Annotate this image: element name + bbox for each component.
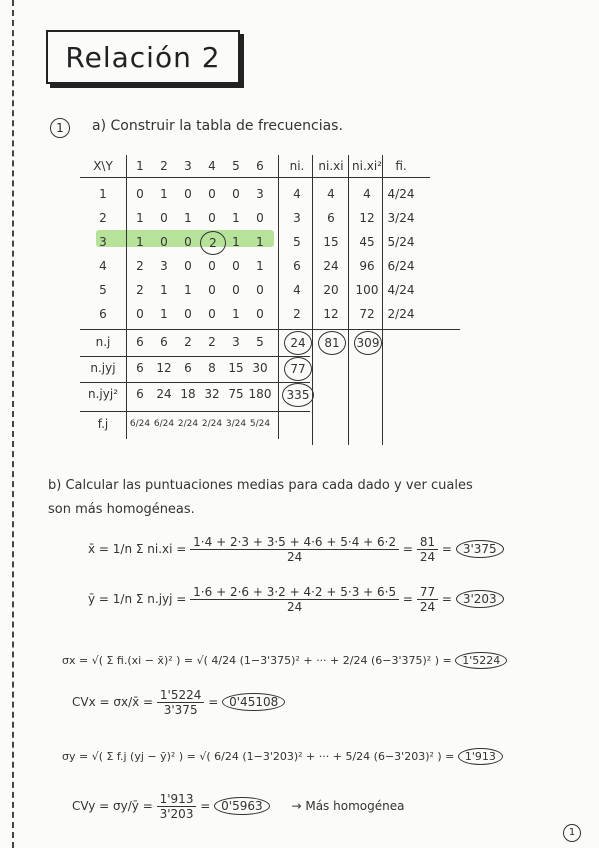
fi-cell: 5/24 — [387, 235, 415, 249]
cv-x-denominator: 3'375 — [163, 703, 198, 717]
mean-y-simplified-num: 77 — [417, 585, 438, 600]
page-title: Relación 2 — [46, 30, 240, 84]
mean-y-denominator: 24 — [286, 600, 303, 614]
cv-y-lhs: CVy = σy/ȳ = — [72, 799, 153, 813]
njyj-cell: 15 — [228, 361, 244, 375]
first-col-divider — [126, 155, 127, 439]
njyj2-cell: 180 — [248, 387, 272, 401]
mean-x-lhs: x̄ = 1/n Σ ni.xi = — [88, 542, 187, 556]
nj-cell: 5 — [256, 335, 264, 349]
freq-cell: 0 — [184, 187, 192, 201]
freq-cell: 0 — [208, 283, 216, 297]
y-header-5: 5 — [232, 159, 240, 173]
cv-x-result: 0'45108 — [222, 693, 285, 711]
freq-cell: 1 — [232, 211, 240, 225]
part-b-line-2: son más homogéneas. — [48, 502, 195, 517]
totals-divider — [80, 329, 460, 330]
njyj2-total: 335 — [282, 383, 314, 407]
x-value-3: 3 — [99, 235, 107, 249]
mean-x-simplified-den: 24 — [419, 550, 436, 564]
x-value-4: 4 — [99, 259, 107, 273]
nixi2-cell: 72 — [359, 307, 375, 321]
freq-cell: 0 — [256, 307, 264, 321]
header-divider — [80, 177, 430, 178]
mean-y-formula: ȳ = 1/n Σ n.jyj = $\frac{1\cdot 6 + 2\cdot 6 + 3\cdot 2 + 4\cdot 2 + 5\cdot 3 + 6\cdot 5}{24}$ = $\frac{77}{24}$ = 3'203 — [88, 585, 504, 614]
x-value-2: 2 — [99, 211, 107, 225]
freq-cell: 0 — [136, 187, 144, 201]
freq-cell: 0 — [208, 211, 216, 225]
ni-cell: 4 — [293, 283, 301, 297]
njyj2-cell: 6 — [136, 387, 144, 401]
std-y-result: 1'913 — [458, 748, 503, 765]
freq-cell: 0 — [136, 307, 144, 321]
fj-cell: 2/24 — [177, 419, 199, 429]
cv-x-fraction — [157, 688, 204, 717]
nj-total: 24 — [284, 331, 312, 355]
njyj-cell: 30 — [252, 361, 268, 375]
std-y-lhs: σy = √( Σ f.j (yj − ȳ)² ) = √( 6/24 (1−3'203)² + ··· + 5/24 (6−3'203)² ) = — [62, 750, 455, 763]
ni-cell: 2 — [293, 307, 301, 321]
njyj2-divider — [80, 382, 310, 383]
section-number: 1 — [50, 118, 70, 138]
njyj2-cell: 18 — [180, 387, 196, 401]
freq-cell: 0 — [160, 211, 168, 225]
freq-cell: 0 — [256, 283, 264, 297]
page-number: 1 — [563, 824, 581, 842]
freq-cell: 0 — [232, 187, 240, 201]
nixi2-cell: 100 — [355, 283, 379, 297]
mean-y-simplified-den: 24 — [419, 600, 436, 614]
freq-cell: 1 — [232, 235, 240, 249]
x-value-5: 5 — [99, 283, 107, 297]
fi-cell: 3/24 — [387, 211, 415, 225]
njyj2-cell: 32 — [204, 387, 220, 401]
freq-cell: 2 — [200, 231, 226, 255]
ni-cell: 5 — [293, 235, 301, 249]
nixi-cell: 24 — [323, 259, 339, 273]
mean-y-lhs: ȳ = 1/n Σ n.jyj = — [88, 592, 187, 606]
nixi2-cell: 45 — [359, 235, 375, 249]
mean-x-simplified — [417, 535, 438, 564]
njyj-cell: 6 — [184, 361, 192, 375]
cv-y-formula — [72, 792, 404, 821]
y-header-2: 2 — [160, 159, 168, 173]
njyj-cell: 12 — [156, 361, 172, 375]
fi-cell: 4/24 — [387, 187, 415, 201]
nj-cell: 6 — [160, 335, 168, 349]
nixi-total: 81 — [318, 331, 346, 355]
mean-x-numerator: 1·4 + 2·3 + 3·5 + 4·6 + 5·4 + 6·2 — [190, 535, 399, 550]
nixi-cell: 6 — [327, 211, 335, 225]
fj-cell: 3/24 — [225, 419, 247, 429]
ni-divider — [278, 155, 279, 439]
mean-x-simplified-num: 81 — [417, 535, 438, 550]
njyj2-cell: 75 — [228, 387, 244, 401]
njyj2-cell: 24 — [156, 387, 172, 401]
extra-header-2: ni.xi² — [352, 159, 382, 173]
fj-label: f.j — [97, 417, 109, 431]
njyj-cell: 8 — [208, 361, 216, 375]
fi-cell: 2/24 — [387, 307, 415, 321]
njyj-cell: 6 — [136, 361, 144, 375]
y-header-3: 3 — [184, 159, 192, 173]
njyj2-label: n.jyj² — [88, 387, 118, 401]
freq-cell: 0 — [160, 235, 168, 249]
mean-y-result: 3'203 — [456, 590, 504, 608]
nj-cell: 2 — [184, 335, 192, 349]
njyj-divider — [80, 356, 310, 357]
cv-x-formula — [72, 688, 285, 717]
cv-y-equals: = — [200, 799, 211, 813]
freq-cell: 0 — [208, 259, 216, 273]
nixi2-cell: 4 — [363, 187, 371, 201]
ni-cell: 4 — [293, 187, 301, 201]
freq-cell: 1 — [136, 235, 144, 249]
fi-divider — [382, 155, 383, 445]
extra-header-3: fi. — [395, 159, 407, 173]
mean-y-simplified — [417, 585, 438, 614]
nixi-cell: 15 — [323, 235, 339, 249]
std-x-result: 1'5224 — [455, 652, 507, 669]
freq-cell: 1 — [136, 211, 144, 225]
freq-cell: 1 — [160, 283, 168, 297]
freq-cell: 0 — [184, 235, 192, 249]
std-x-lhs: σx = √( Σ fi.(xi − x̄)² ) = √( 4/24 (1−3'375)² + ··· + 2/24 (6−3'375)² ) = — [62, 654, 452, 667]
freq-cell: 3 — [160, 259, 168, 273]
ni-cell: 3 — [293, 211, 301, 225]
cv-y-denominator: 3'203 — [159, 807, 194, 821]
mean-x-result: 3'375 — [456, 540, 504, 558]
nixi2-divider — [348, 155, 349, 445]
nixi2-cell: 96 — [359, 259, 375, 273]
freq-cell: 1 — [232, 307, 240, 321]
dashed-margin-line — [12, 0, 14, 848]
extra-header-0: ni. — [289, 159, 305, 173]
part-a-label: a) Construir la tabla de frecuencias. — [92, 118, 343, 134]
mean-y-fraction — [190, 585, 399, 614]
nixi2-total: 309 — [354, 331, 382, 355]
freq-cell: 2 — [136, 259, 144, 273]
x-value-1: 1 — [99, 187, 107, 201]
mean-x-equals: = — [402, 542, 413, 556]
njyj-label: n.jyj — [90, 361, 116, 375]
fi-cell: 4/24 — [387, 283, 415, 297]
freq-cell: 0 — [208, 307, 216, 321]
fi-cell: 6/24 — [387, 259, 415, 273]
nixi-cell: 12 — [323, 307, 339, 321]
freq-cell: 1 — [184, 283, 192, 297]
fj-cell: 5/24 — [249, 419, 271, 429]
freq-cell: 0 — [232, 283, 240, 297]
y-header-4: 4 — [208, 159, 216, 173]
freq-cell: 0 — [184, 307, 192, 321]
mean-y-equals: = — [402, 592, 413, 606]
nixi2-cell: 12 — [359, 211, 375, 225]
freq-cell: 2 — [136, 283, 144, 297]
part-b-line-1: b) Calcular las puntuaciones medias para cada dado y ver cuales — [48, 478, 473, 493]
cv-x-lhs: CVx = σx/x̄ = — [72, 695, 154, 709]
mean-y-numerator: 1·6 + 2·6 + 3·2 + 4·2 + 5·3 + 6·5 — [190, 585, 399, 600]
fj-cell: 6/24 — [129, 419, 151, 429]
cv-x-numerator: 1'5224 — [157, 688, 204, 703]
cv-x-equals: = — [208, 695, 219, 709]
cv-y-note: → Más homogénea — [291, 799, 405, 813]
njyj-total: 77 — [284, 357, 312, 381]
fj-cell: 2/24 — [201, 419, 223, 429]
nj-cell: 2 — [208, 335, 216, 349]
cv-y-numerator: 1'913 — [157, 792, 197, 807]
nj-label: n.j — [95, 335, 111, 349]
mean-x-fraction — [190, 535, 399, 564]
nixi-cell: 20 — [323, 283, 339, 297]
cv-y-fraction — [157, 792, 197, 821]
fj-cell: 6/24 — [153, 419, 175, 429]
freq-cell: 1 — [184, 211, 192, 225]
nj-cell: 6 — [136, 335, 144, 349]
y-header-6: 6 — [256, 159, 264, 173]
nixi-divider — [312, 155, 313, 445]
fj-divider — [80, 411, 310, 412]
freq-cell: 1 — [256, 235, 264, 249]
ni-cell: 6 — [293, 259, 301, 273]
freq-cell: 0 — [256, 211, 264, 225]
freq-cell: 1 — [256, 259, 264, 273]
freq-cell: 0 — [184, 259, 192, 273]
table-corner: X\Y — [93, 159, 113, 173]
std-y-formula — [62, 748, 503, 765]
x-value-6: 6 — [99, 307, 107, 321]
nixi-cell: 4 — [327, 187, 335, 201]
mean-x-denominator: 24 — [286, 550, 303, 564]
mean-x-formula: x̄ = 1/n Σ ni.xi = $\frac{1\cdot 4 + 2\cdot 3 + 3\cdot 5 + 4\cdot 6 + 5\cdot 4 + 6\cdot 2}{24}$ = $\frac{81}{24}$ = 3'375 — [88, 535, 504, 564]
freq-cell: 3 — [256, 187, 264, 201]
freq-cell: 0 — [208, 187, 216, 201]
freq-cell: 0 — [232, 259, 240, 273]
freq-cell: 1 — [160, 187, 168, 201]
std-x-formula — [62, 652, 507, 669]
nj-cell: 3 — [232, 335, 240, 349]
cv-y-result: 0'5963 — [214, 797, 269, 815]
extra-header-1: ni.xi — [318, 159, 344, 173]
y-header-1: 1 — [136, 159, 144, 173]
freq-cell: 1 — [160, 307, 168, 321]
